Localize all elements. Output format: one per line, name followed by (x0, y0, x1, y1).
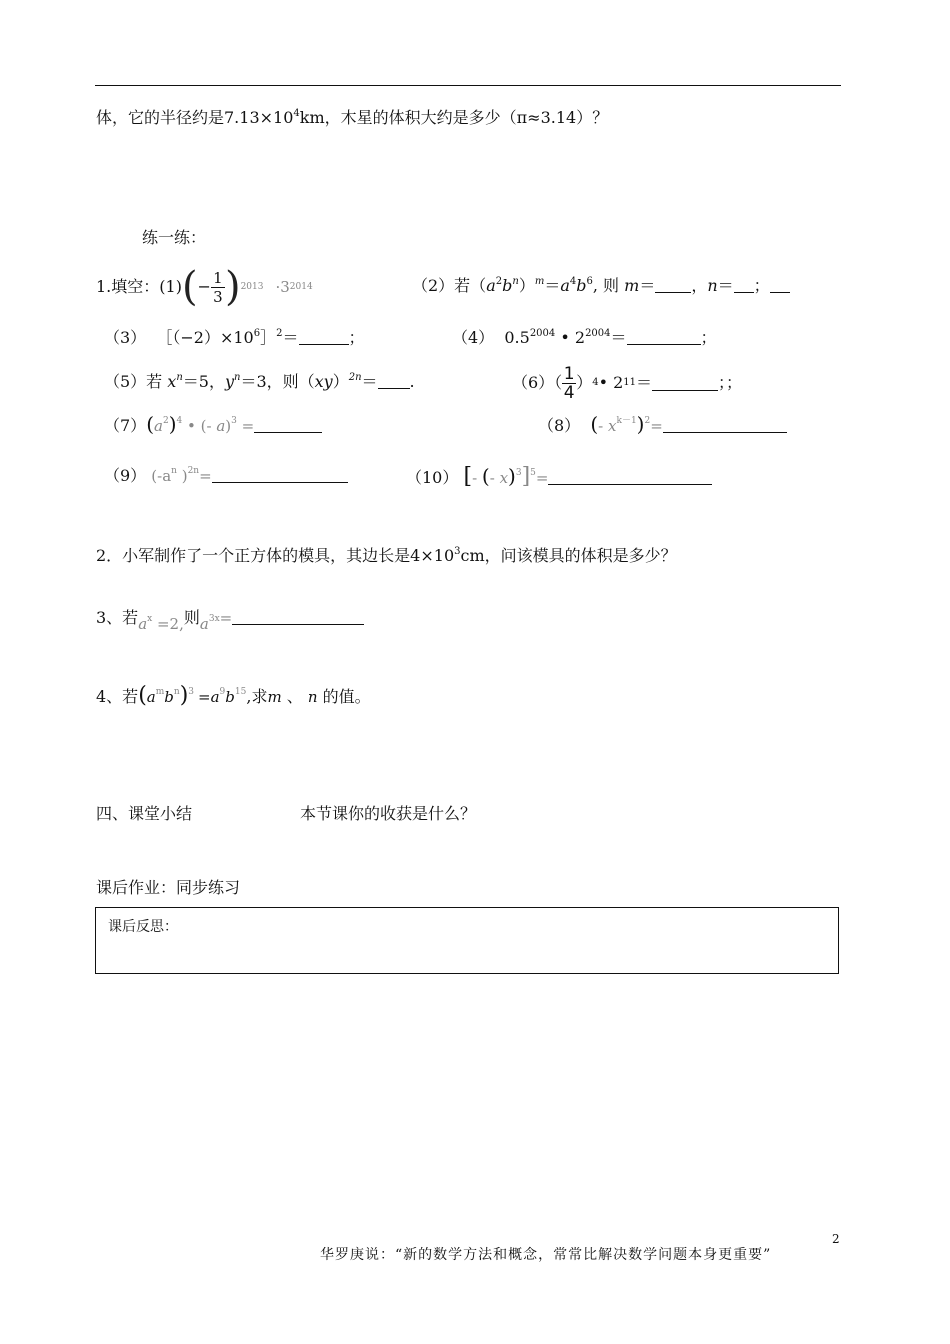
paren-close: ) (224, 264, 241, 310)
answer-blank-9[interactable] (212, 468, 348, 483)
summary-question: 本节课你的收获是什么？ (300, 804, 477, 823)
practice-heading: 练一练： (142, 228, 207, 247)
reflection-label: 课后反思： (108, 919, 178, 935)
practice-q10: （10） [- (- x)$^3$]$^5$= (406, 466, 712, 488)
answer-blank-extra[interactable] (770, 278, 790, 293)
paren-open: ( (181, 264, 198, 310)
practice-q8: （8） (- $x^{k-1})^2=$ (538, 414, 787, 436)
practice-q2: （2）若$(a^2b^n)^m=a^4b^6$, 则 m＝ ，n＝ ； (412, 276, 790, 296)
answer-blank-3[interactable] (299, 330, 349, 345)
answer-blank-n[interactable] (734, 278, 754, 293)
answer-blank-5[interactable] (378, 374, 410, 389)
question-cube: 2．小军制作了一个正方体的模具，其边长是$4\times 10^3cm$，问该模具的体积是多少？ (96, 546, 677, 565)
practice-q7: $(7)(a^2)^4$ • (- a)$^3$ = (104, 414, 322, 436)
reflection-box[interactable] (95, 907, 839, 974)
footer-quote: 华罗庚说：“新的数学方法和概念，常常比解决数学问题本身更重要” (320, 1247, 772, 1263)
practice-q1: 1.填空：(1) ( − $\frac{1}{3}$ ) 2013 ·3 2014 (96, 264, 313, 310)
fraction: $\frac{1}{4}$ (563, 363, 575, 403)
practice-q9: （9） ($-a^n$ )$^{2n}$= (104, 466, 348, 486)
intro-text: 体，它的半径约是$7.13\times 10^4km$，木星的体积大约是多少（π≈3.14）？ (96, 108, 609, 127)
summary-section-title: 四、课堂小结 (96, 804, 193, 823)
homework-label: 课后作业：同步练习 (96, 878, 241, 897)
practice-q6: （6）（ $\frac{1}{4}$ ） 4 • 2 11 ＝ ；； (512, 363, 743, 403)
practice-q4: （4） $0.5^{2004}$ • $2^{2004}=$ ； (452, 328, 717, 347)
page-number: 2 (832, 1232, 840, 1246)
answer-blank-m[interactable] (655, 278, 691, 293)
fraction: $\frac{1}{3}$ (211, 269, 225, 306)
answer-blank-6[interactable] (652, 376, 718, 391)
answer-blank-8[interactable] (663, 418, 787, 433)
answer-blank-7[interactable] (254, 418, 322, 433)
answer-blank-q3[interactable] (232, 610, 364, 625)
answer-blank-4[interactable] (627, 330, 701, 345)
practice-q5: （5）若 $x^n=5$，$y^n=3$，则（xy）$^{2n}$＝ . (104, 372, 415, 391)
question-4: 4、若$(a^mb^n)^3 =a^9b^{15}$,求m 、 n 的值。 (96, 683, 371, 708)
practice-q3: （3） $[(-2)\times 10^6]^2=$ ； (104, 328, 365, 347)
header-rule (95, 85, 841, 86)
question-3: 3、若ax =2,则a3x= (96, 608, 364, 634)
answer-blank-10[interactable] (548, 470, 712, 485)
